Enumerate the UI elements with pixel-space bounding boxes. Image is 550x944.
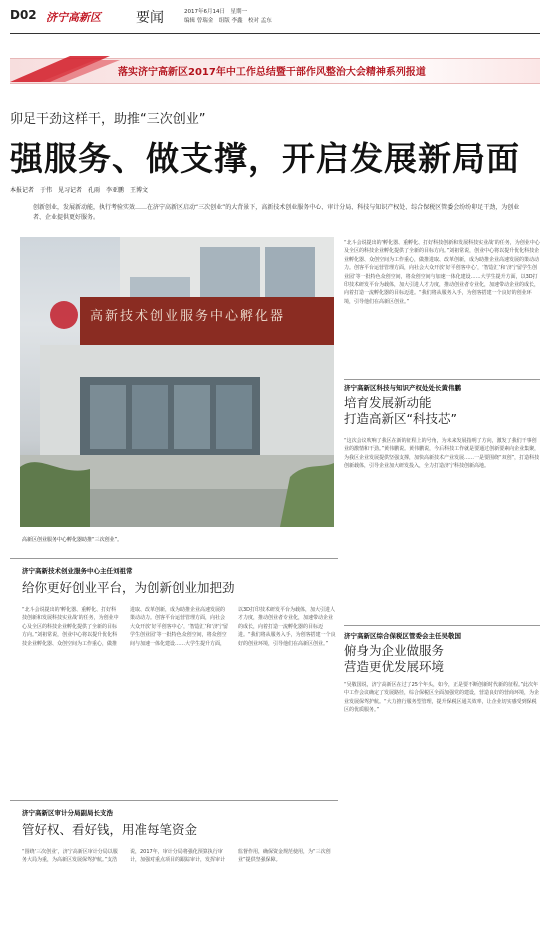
section-headline: 管好权、看好钱，用准每笔资金 xyxy=(22,822,198,837)
banner-decoration-icon xyxy=(10,52,120,86)
newspaper-logo: 济宁高新区 xyxy=(46,11,101,24)
section-divider xyxy=(344,379,540,380)
section-speaker-title: 济宁高新技术创业服务中心主任刘祖常 xyxy=(22,567,133,575)
building-sign: 高新技术创业服务中心孵化器 xyxy=(90,309,286,324)
issue-editors: 编辑 曾瑞金 组版 李鑫 校对 孟东 xyxy=(184,18,272,24)
section-divider xyxy=(10,558,338,559)
article-subheadline: 卯足干劲这样干，助推“三次创业” xyxy=(10,112,206,127)
section-speaker-title: 济宁高新区综合保税区管委会主任吴敬国 xyxy=(344,632,461,640)
article-byline: 本报记者 于伟 见习记者 孔雨 李亚鹏 王博文 xyxy=(10,187,149,194)
section-divider xyxy=(10,800,338,801)
section-body: “这次会议吹响了我区在新的征程上的号角，为未来发展指明了方向，激发了我们干事创业的激情和干劲。”黄伟鹏说。黄伟鹏说，今后科技工作就是要通过创新要素向企业集聚，为我区企业发展提供坚强支撑，加快高新技术产业发展……一是要围绕“双创”，打造科技创新载体，引导企业加大研发投入，全力打造济宁科技创新高地。 xyxy=(344,438,540,470)
banner-title: 落实济宁高新区2017年中工作总结暨干部作风整治大会精神系列报道 xyxy=(118,67,426,78)
article-body-continued: “北斗会说提出的‘孵化器、重孵化、打好科技创新和发展科技实业战’的任务，为创业中心及全区的科技企业孵化提供了全新的目标方向。”刘祖常说，创业中心将以提升优化科技企业孵化器、众创空间为工作重心，做推进取、改革创新，成为助推企业高速发展的策动动力。创客平台运营管理方面，向社会大众开放‘好平创客中心’，‘智造汇’和‘济宁留学生创业园’等一批特色众创空间，将众创空间与加速一体化建设……大学生提升方面，以3D打印技术研发平台为载体，加大引进人才力度，推动创业者专业化，加速带动企业的成长，向着打造一流孵化器的目标迈进。“我们将从服务入手，为创客搭建一个良好的创业环境，引导他们在高新区创业。” xyxy=(344,240,540,305)
section-divider xyxy=(344,625,540,626)
section-headline: 培育发展新动能 打造高新区“科技芯” xyxy=(344,395,457,426)
page-number: D02 xyxy=(10,8,37,22)
photo-caption: 高新区创业服务中心孵化器助推“三次创业”。 xyxy=(22,537,123,543)
section-headline: 给你更好创业平台，为创新创业加把劲 xyxy=(22,580,235,595)
building-illustration xyxy=(20,237,334,527)
header-divider xyxy=(10,33,540,34)
section-headline: 俯身为企业做服务 营造更优发展环境 xyxy=(344,643,445,674)
article-headline: 强服务、做支撑，开启发展新局面 xyxy=(10,139,520,178)
section-body: “围绕‘三次创业’，济宁高新区审计分局以服务大局为重，为高新区发展保驾护航。”支浩说，2017年，审计分局将强化预算执行审计，加强对重点项目的跟踪审计，发挥审计监督作用，确保资金规范使用，为“三次创业”提供坚强保障。 xyxy=(22,849,331,864)
section-body: “北斗会说提出的‘孵化器、重孵化、打好科技创新和发展科技实业战’的任务，为创业中心及全区的科技企业孵化提供了全新的目标方向。”刘祖常说，创业中心将以提升优化科技企业孵化器、众创空间为工作重心，做推进取、改革创新，成为助推企业高速发展的策动动力。创客平台运营管理方面，向社会大众开放‘好平创客中心’，‘智造汇’和‘济宁留学生创业园’等一批特色众创空间，将众创空间与加速一体化建设……大学生提升方面，以3D打印技术研发平台为载体，加大引进人才力度，推动创业者专业化，加速带动企业的成长，向着打造一流孵化器的目标迈进。“我们将从服务入手，为创客搭建一个良好的创业环境，引导他们在高新区创业。” xyxy=(22,607,336,647)
section-body: “吴敬国说，济宁高新区在过了25个年头，如今，正是要不断创新时代新的征程。”此次年中工作会议确定了发展路径，综合保税区全面加强党的建设，营造良好的营商环境，为企业发展保驾护航。“大力推行服务型管理，提升保税区通关效率，让企业切实感受到保税区的优质服务。” xyxy=(344,682,540,714)
article-lead: 创新创业，发展新动能，执行考验实效……在济宁高新区启动“三次创业”的大背景下，高新技术创业服务中心、审计分局、科技与知识产权处、综合保税区管委会纷纷卯足干劲，为创业者、企业提供更好服务。 xyxy=(33,204,520,221)
issue-meta xyxy=(184,8,272,26)
section-speaker-title: 济宁高新区审计分局副局长支浩 xyxy=(22,809,113,817)
issue-date: 2017年6月14日 星期一 xyxy=(184,9,247,15)
section-speaker-title: 济宁高新区科技与知识产权处处长黄伟鹏 xyxy=(344,384,461,392)
section-name: 要闻 xyxy=(136,10,164,26)
article-photo xyxy=(20,237,334,527)
